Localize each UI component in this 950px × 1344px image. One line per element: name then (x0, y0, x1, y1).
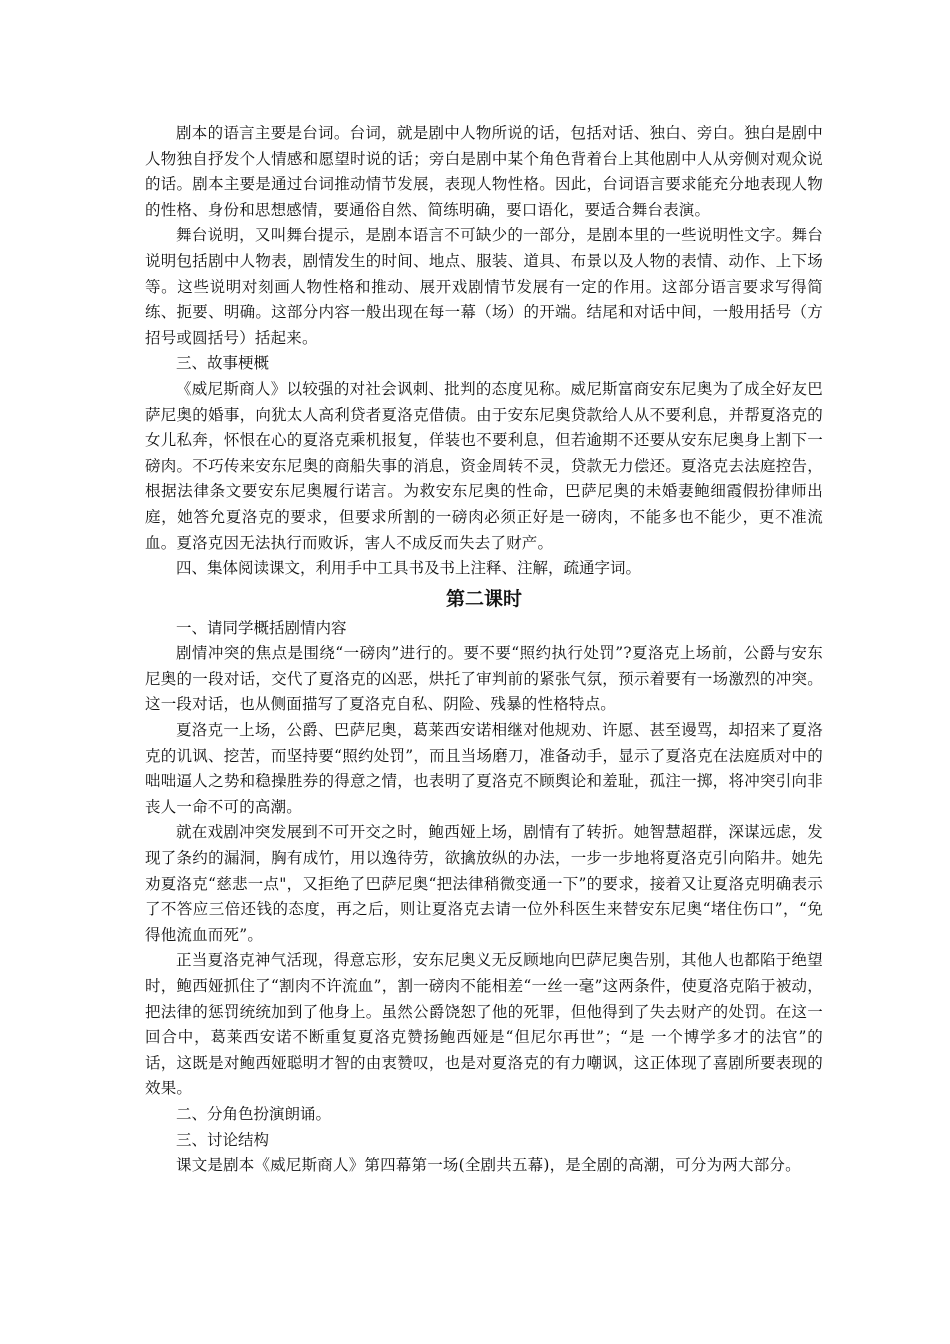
heading-plot-summary: 一、请同学概括剧情内容 (176, 618, 347, 637)
heading-story-summary: 三、故事梗概 (176, 354, 270, 373)
section-title-second-lesson: 第二课时 (445, 587, 522, 610)
heading-group-reading: 四、集体阅读课文，利用手中工具书及书上注释、注解，疏通字词。 (176, 559, 642, 578)
document-page (145, 121, 823, 1179)
paragraph-plot-1: 剧情冲突的焦点是围绕“一磅肉”进行的。要不要“照约执行处罚”?夏洛克上场前，公爵与安东尼奥的一段对话，交代了夏洛克的凶恶，烘托了审判前的紧张气氛，预示着要有一场激烈的冲突。这一段对话，也从侧面描写了夏洛克自私、阴险、残暴的性格特点。 (145, 644, 823, 714)
paragraph-story-summary: 《威尼斯商人》以较强的对社会讽刺、批判的态度见称。威尼斯富商安东尼奥为了成全好友巴萨尼奥的婚事，向犹太人高利贷者夏洛克借债。由于安东尼奥贷款给人从不要利息，并帮夏洛克的女儿私奔，怀恨在心的夏洛克乘机报复，佯装也不要利息，但若逾期不还要从安东尼奥身上割下一磅肉。不巧传来安东尼奥的商船失事的消息，资金周转不灵，贷款无力偿还。夏洛克去法庭控告，根据法律条文要安东尼奥履行诺言。为救安东尼奥的性命，巴萨尼奥的未婚妻鲍细霞假扮律师出庭，她答允夏洛克的要求，但要求所割的一磅肉必须正好是一磅肉，不能多也不能少，更不准流血。夏洛克因无法执行而败诉，害人不成反而失去了财产。 (145, 379, 823, 552)
paragraph-plot-4: 正当夏洛克神气活现，得意忘形，安东尼奥义无反顾地向巴萨尼奥告别，其他人也都陷于绝望时，鲍西娅抓住了“割肉不许流血”，割一磅肉不能相差“一丝一毫”这两条件，使夏洛克陷于被动，把法律的惩罚统统加到了他身上。虽然公爵饶恕了他的死罪，但他得到了失去财产的处罚。在这一回合中，葛莱西安诺不断重复夏洛克赞扬鲍西娅是“但尼尔再世”；“是 一个博学多才的法官”的话，这既是对鲍西娅聪明才智的由衷赞叹，也是对夏洛克的有力嘲讽，这正体现了喜剧所要表现的效果。 (145, 951, 823, 1098)
paragraph-plot-2: 夏洛克一上场，公爵、巴萨尼奥，葛莱西安诺相继对他规劝、许愿、甚至谩骂，却招来了夏洛克的讥讽、挖苦，而坚持要“照约处罚”，而且当场磨刀，准备动手，显示了夏洛克在法庭质对中的咄咄逼人之势和稳操胜券的得意之情，也表明了夏洛克不顾舆论和羞耻，孤注一掷，将冲突引向非丧人一命不可的高潮。 (145, 721, 823, 816)
paragraph-structure: 课文是剧本《威尼斯商人》第四幕第一场(全剧共五幕)，是全剧的高潮，可分为两大部分。 (176, 1156, 801, 1175)
paragraph-stage-directions: 舞台说明，又叫舞台提示，是剧本语言不可缺少的一部分，是剧本里的一些说明性文字。舞台说明包括剧中人物表，剧情发生的时间、地点、服装、道具、布景以及人物的表情、动作、上下场等。这些说明对刻画人物性格和推动、展开戏剧情节发展有一定的作用。这部分语言要求写得简练、扼要、明确。这部分内容一般出现在每一幕（场）的开端。结尾和对话中间，一般用括号（方招号或圆括号）括起来。 (145, 226, 823, 347)
heading-role-play: 二、分角色扮演朗诵。 (176, 1104, 332, 1123)
heading-discuss-structure: 三、讨论结构 (176, 1130, 270, 1149)
paragraph-plot-3: 就在戏剧冲突发展到不可开交之时，鲍西娅上场，剧情有了转折。她智慧超群，深谋远虑，发现了条约的漏洞，胸有成竹，用以逸待劳，欲擒放纵的办法，一步一步地将夏洛克引向陷井。她先劝夏洛克“慈悲一点"，又拒绝了巴萨尼奥“把法律稍微变通一下”的要求，接着又让夏洛克明确表示了不答应三倍还钱的态度，再之后，则让夏洛克去请一位外科医生来替安东尼奥“堵住伤口”，“免得他流血而死”。 (145, 823, 823, 944)
paragraph-dialogue-language: 剧本的语言主要是台词。台词，就是剧中人物所说的话，包括对话、独白、旁白。独白是剧中人物独自抒发个人情感和愿望时说的话；旁白是剧中某个角色背着台上其他剧中人从旁侧对观众说的话。剧本主要是通过台词推动情节发展，表现人物性格。因此，台词语言要求能充分地表现人物的性格、身份和思想感情，要通俗自然、简练明确，要口语化，要适合舞台表演。 (145, 124, 823, 219)
